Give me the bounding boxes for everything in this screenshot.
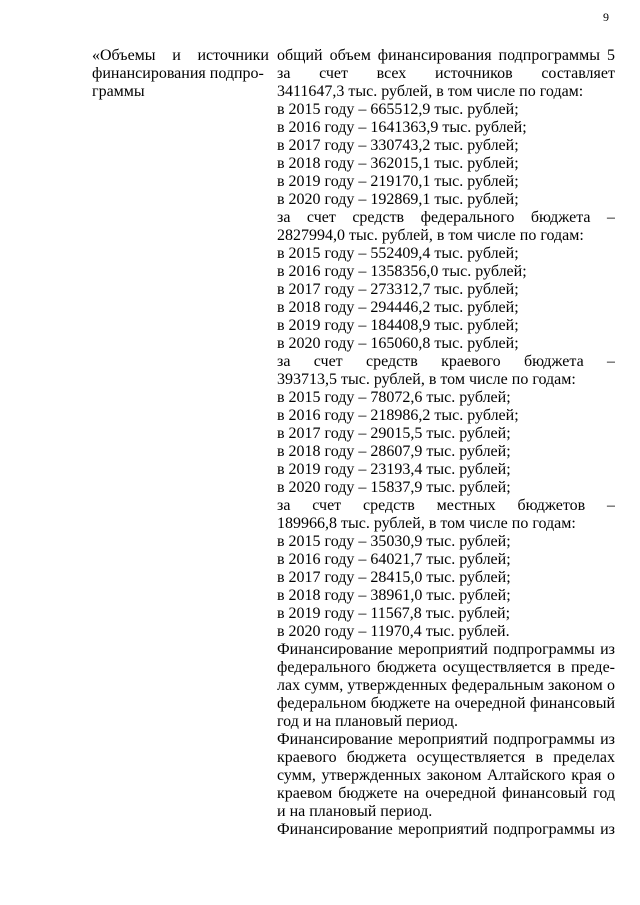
- label-line-1: «Объемы и источники: [92, 47, 269, 64]
- federal-line-1: за счет средств федерального бюджета –: [277, 209, 615, 226]
- row-label: [92, 47, 269, 101]
- total-line-1: общий объем финансирования подпрограммы 5: [277, 47, 615, 64]
- year-line: в 2015 году – 35030,9 тыс. рублей;: [277, 533, 511, 550]
- row-content: [277, 47, 615, 839]
- label-line-2: финансирования подпро-: [92, 65, 264, 82]
- para2-line: и на плановый период.: [277, 803, 433, 820]
- federal-line-2: 2827994,0 тыс. рублей, в том числе по годам:: [277, 227, 584, 244]
- year-line: в 2015 году – 665512,9 тыс. рублей;: [277, 101, 519, 118]
- year-line: в 2016 году – 64021,7 тыс. рублей;: [277, 551, 511, 568]
- year-line: в 2018 году – 362015,1 тыс. рублей;: [277, 155, 519, 172]
- para1-line: федеральном бюджете на очередной финансовый: [277, 695, 615, 712]
- regional-line-2: 393713,5 тыс. рублей, в том числе по годам:: [277, 371, 576, 388]
- year-line: в 2019 году – 184408,9 тыс. рублей;: [277, 317, 519, 334]
- year-line: в 2018 году – 38961,0 тыс. рублей;: [277, 587, 511, 604]
- year-line: в 2020 году – 15837,9 тыс. рублей;: [277, 479, 511, 496]
- label-line-3: граммы: [92, 83, 145, 100]
- para1-line: федерального бюджета осуществляется в преде-: [277, 659, 615, 676]
- year-line: в 2020 году – 11970,4 тыс. рублей.: [277, 623, 510, 640]
- year-line: в 2018 году – 294446,2 тыс. рублей;: [277, 299, 519, 316]
- year-line: в 2018 году – 28607,9 тыс. рублей;: [277, 443, 511, 460]
- total-line-3: 3411647,3 тыс. рублей, в том числе по годам:: [277, 83, 584, 100]
- para2-line: краевом бюджете на очередной финансовый год: [277, 785, 615, 802]
- local-line-2: 189966,8 тыс. рублей, в том числе по годам:: [277, 515, 576, 532]
- year-line: в 2019 году – 219170,1 тыс. рублей;: [277, 173, 519, 190]
- year-line: в 2016 году – 1358356,0 тыс. рублей;: [277, 263, 527, 280]
- year-line: в 2020 году – 165060,8 тыс. рублей;: [277, 335, 519, 352]
- para1-line: Финансирование мероприятий подпрограммы из: [277, 641, 615, 658]
- regional-line-1: за счет средств краевого бюджета –: [277, 353, 615, 370]
- para2-line: сумм, утвержденных законом Алтайского края о: [277, 767, 615, 784]
- year-line: в 2016 году – 1641363,9 тыс. рублей;: [277, 119, 527, 136]
- year-line: в 2016 году – 218986,2 тыс. рублей;: [277, 407, 519, 424]
- year-line: в 2017 году – 273312,7 тыс. рублей;: [277, 281, 519, 298]
- year-line: в 2015 году – 552409,4 тыс. рублей;: [277, 245, 519, 262]
- para2-line: Финансирование мероприятий подпрограммы из: [277, 731, 615, 748]
- year-line: в 2017 году – 28415,0 тыс. рублей;: [277, 569, 511, 586]
- total-line-2: за счет всех источников составляет: [277, 65, 615, 82]
- year-line: в 2017 году – 29015,5 тыс. рублей;: [277, 425, 511, 442]
- local-line-1: за счет средств местных бюджетов –: [277, 497, 615, 514]
- para1-line: лах сумм, утвержденных федеральным законом о: [277, 677, 615, 694]
- year-line: в 2015 году – 78072,6 тыс. рублей;: [277, 389, 511, 406]
- para2-line: краевого бюджета осуществляется в пределах: [277, 749, 615, 766]
- page-number: 9: [603, 10, 609, 24]
- year-line: в 2020 году – 192869,1 тыс. рублей;: [277, 191, 519, 208]
- year-line: в 2017 году – 330743,2 тыс. рублей;: [277, 137, 519, 154]
- para3-line: Финансирование мероприятий подпрограммы из: [277, 821, 615, 838]
- para1-line: год и на плановый период.: [277, 713, 459, 730]
- year-line: в 2019 году – 23193,4 тыс. рублей;: [277, 461, 511, 478]
- year-line: в 2019 году – 11567,8 тыс. рублей;: [277, 605, 511, 622]
